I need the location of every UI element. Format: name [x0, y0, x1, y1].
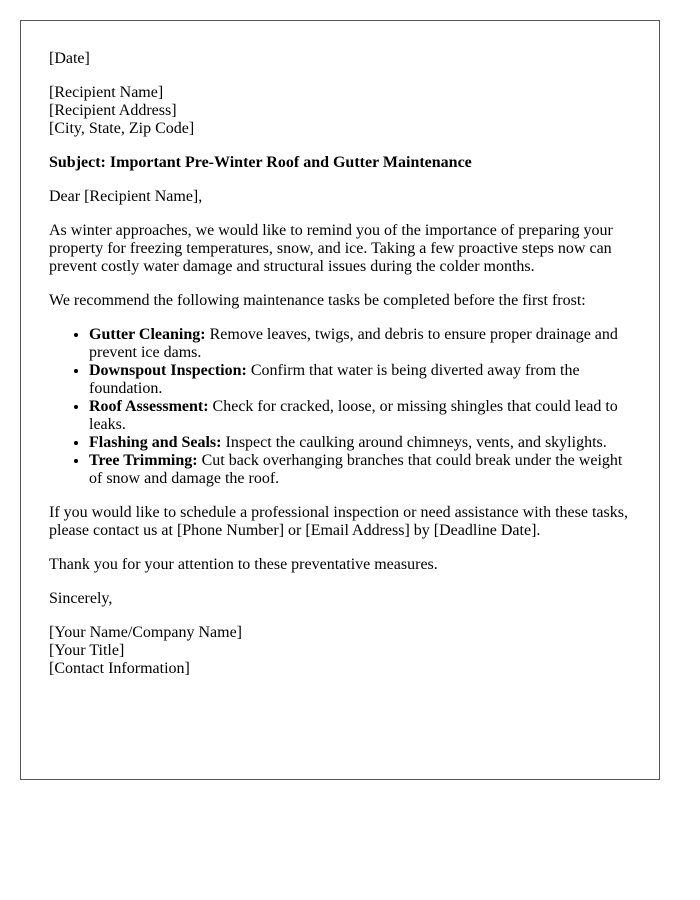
salutation: Dear [Recipient Name],: [49, 188, 203, 205]
task-list: [49, 326, 631, 488]
task-item: [89, 326, 631, 362]
task-item: [89, 452, 631, 488]
recipient-block: [49, 84, 631, 138]
task-title: Downspout Inspection:: [89, 362, 247, 379]
recommend-paragraph: We recommend the following maintenance tasks be completed before the first frost:: [49, 292, 586, 309]
subject: Subject: Important Pre-Winter Roof and Gutter Maintenance: [49, 154, 472, 171]
task-text: Inspect the caulking around chimneys, vents, and skylights.: [221, 434, 607, 451]
closing: Sincerely,: [49, 590, 113, 607]
signature-block: [49, 624, 631, 678]
intro-paragraph: As winter approaches, we would like to remind you of the importance of preparing your property for freezing temperatures, snow, and ice. Taking a few proactive steps now can prevent costly water damage and structural issues during the colder months.: [49, 222, 613, 275]
sender-title: [Your Title]: [49, 642, 125, 659]
task-text: Confirm that water is being diverted away from the foundation.: [89, 362, 580, 397]
letter-page: [20, 20, 660, 780]
task-title: Roof Assessment:: [89, 398, 209, 415]
task-text: Remove leaves, twigs, and debris to ensure proper drainage and prevent ice dams.: [89, 326, 618, 361]
sender-contact: [Contact Information]: [49, 660, 190, 677]
contact-paragraph: If you would like to schedule a professional inspection or need assistance with these tasks, please contact us at [Phone Number] or [Email Address] by [Deadline Date].: [49, 504, 628, 539]
task-title: Gutter Cleaning:: [89, 326, 206, 343]
recipient-address: [Recipient Address]: [49, 102, 177, 119]
sender-name: [Your Name/Company Name]: [49, 624, 243, 641]
recipient-name: [Recipient Name]: [49, 84, 164, 101]
task-item: [89, 398, 631, 434]
task-item: [89, 362, 631, 398]
thanks-paragraph: Thank you for your attention to these preventative measures.: [49, 556, 438, 573]
task-title: Tree Trimming:: [89, 452, 198, 469]
task-text: Cut back overhanging branches that could break under the weight of snow and damage the roof.: [89, 452, 623, 487]
date: [Date]: [49, 50, 90, 67]
task-item: [89, 434, 631, 452]
task-title: Flashing and Seals:: [89, 434, 222, 451]
task-text: Check for cracked, loose, or missing shingles that could lead to leaks.: [89, 398, 618, 433]
recipient-city: [City, State, Zip Code]: [49, 120, 195, 137]
